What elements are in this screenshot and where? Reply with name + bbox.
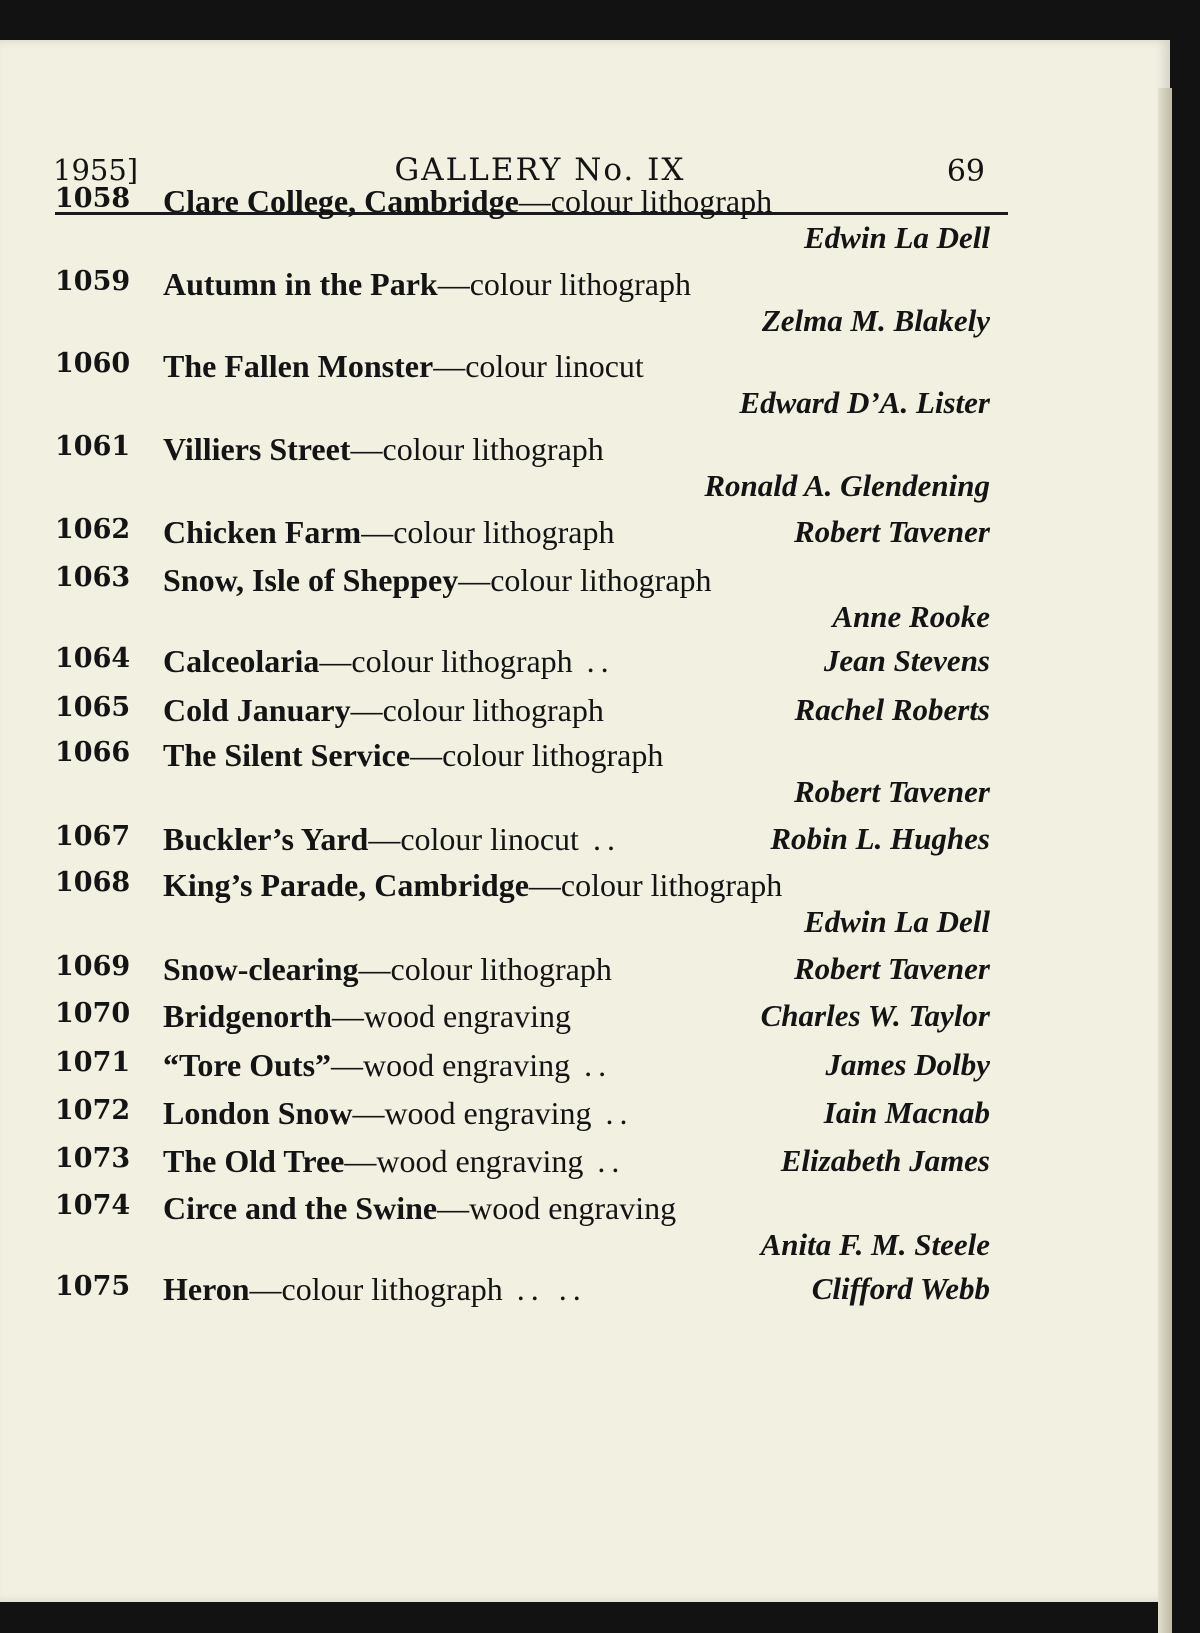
entry-number: 1058 <box>55 183 131 214</box>
entry-number: 1060 <box>55 348 131 379</box>
entry-artist: Edward D’A. Lister <box>739 385 990 420</box>
entry-medium: —colour lithograph <box>319 643 573 679</box>
entry-title: Bridgenorth <box>163 998 332 1034</box>
entry-medium: —colour lithograph <box>458 562 712 598</box>
entry-title-line <box>163 183 772 220</box>
entry-title-line <box>163 998 571 1035</box>
entry-title: The Old Tree <box>163 1143 345 1179</box>
entry-artist: Iain Macnab <box>823 1095 990 1130</box>
catalogue-entry <box>0 1143 1170 1191</box>
catalogue-entry <box>0 514 1170 562</box>
entry-artist: Ronald A. Glendening <box>704 468 990 503</box>
entry-artist: Robert Tavener <box>793 951 990 986</box>
entry-artist: Jean Stevens <box>823 643 990 678</box>
entry-number: 1070 <box>55 998 131 1029</box>
entry-title-line <box>163 867 782 904</box>
entry-artist: Charles W. Taylor <box>760 998 990 1033</box>
leader-dots: .. <box>584 1047 613 1083</box>
entry-title: Autumn in the Park <box>163 266 438 302</box>
entry-title: Calceolaria <box>163 643 320 679</box>
catalogue-entry <box>0 692 1170 740</box>
leader-dots: .. <box>597 1143 626 1179</box>
entry-artist: Robert Tavener <box>793 514 990 549</box>
entry-number: 1062 <box>55 514 131 545</box>
entry-title: Buckler’s Yard <box>163 821 369 857</box>
leader-dots: .. <box>586 643 615 679</box>
entry-title-line <box>163 951 612 988</box>
entry-number: 1066 <box>55 737 131 768</box>
entry-number: 1072 <box>55 1095 131 1126</box>
entry-title-line <box>163 737 663 774</box>
entry-medium: —colour lithograph <box>528 867 783 903</box>
entry-artist: Edwin La Dell <box>803 904 990 939</box>
header-title: GALLERY No. IX <box>394 152 686 188</box>
entry-title: Chicken Farm <box>163 514 362 550</box>
catalogue-entry <box>0 1095 1170 1143</box>
entry-title-line <box>163 431 604 468</box>
entry-title-line <box>163 821 621 858</box>
entry-artist: Anne Rooke <box>832 599 990 634</box>
catalogue-entry <box>0 348 1170 430</box>
entry-medium: —colour lithograph <box>361 514 615 550</box>
catalogue-entry <box>0 821 1170 869</box>
entry-number: 1067 <box>55 821 131 852</box>
entry-number: 1068 <box>55 867 131 898</box>
entry-artist: Zelma M. Blakely <box>761 303 990 338</box>
catalogue-page <box>0 40 1170 1602</box>
entry-medium: —wood engraving <box>352 1095 592 1131</box>
leader-dots: .. .. <box>516 1271 587 1307</box>
entry-title-line <box>163 1095 634 1132</box>
entry-title: Cold January <box>163 692 351 728</box>
entry-title: Snow, Isle of Sheppey <box>163 562 459 598</box>
catalogue-entry <box>0 183 1170 265</box>
entry-title-line <box>163 1190 676 1227</box>
entry-medium: —colour lithograph <box>350 431 604 467</box>
entry-artist: Robin L. Hughes <box>770 821 990 856</box>
entry-title: Heron <box>163 1271 250 1307</box>
catalogue-entry <box>0 737 1170 819</box>
entry-medium: —wood engraving <box>437 1190 677 1226</box>
entry-medium: —colour lithograph <box>410 737 664 773</box>
entry-number: 1061 <box>55 431 131 462</box>
leader-dots: .. <box>605 1095 634 1131</box>
entry-number: 1069 <box>55 951 131 982</box>
entry-number: 1071 <box>55 1047 131 1078</box>
entry-title: King’s Parade, Cambridge <box>163 867 529 903</box>
header-year: 1955] <box>53 153 139 187</box>
entry-medium: —colour lithograph <box>518 183 773 219</box>
catalogue-entry <box>0 951 1170 999</box>
entry-title-line <box>163 562 711 599</box>
entry-title-line <box>163 514 614 551</box>
entry-medium: —colour linocut <box>433 348 644 384</box>
entry-title: Villiers Street <box>163 431 351 467</box>
entry-medium: —colour lithograph <box>249 1271 503 1307</box>
catalogue-entry <box>0 1047 1170 1095</box>
entry-title: Snow-clearing <box>163 951 359 987</box>
catalogue-entry <box>0 998 1170 1046</box>
entry-number: 1075 <box>55 1271 131 1302</box>
entry-medium: —wood engraving <box>331 1047 571 1083</box>
entry-title: “Tore Outs” <box>163 1047 332 1083</box>
entry-artist: Clifford Webb <box>811 1271 990 1306</box>
entry-title: London Snow <box>163 1095 353 1131</box>
entry-title: Clare College, Cambridge <box>163 183 519 219</box>
entry-medium: —colour lithograph <box>350 692 604 728</box>
entry-number: 1073 <box>55 1143 131 1174</box>
entry-title: The Silent Service <box>163 737 411 773</box>
entry-medium: —colour lithograph <box>437 266 691 302</box>
catalogue-entry <box>0 867 1170 949</box>
entry-title-line <box>163 266 691 303</box>
entry-title-line <box>163 348 644 385</box>
entry-medium: —wood engraving <box>331 998 571 1034</box>
catalogue-entry <box>0 643 1170 691</box>
catalogue-entry <box>0 266 1170 348</box>
catalogue-entry <box>0 1271 1170 1319</box>
entry-number: 1074 <box>55 1190 131 1221</box>
entry-medium: —colour linocut <box>368 821 579 857</box>
entry-artist: Elizabeth James <box>780 1143 990 1178</box>
entry-medium: —colour lithograph <box>358 951 612 987</box>
entry-artist: Rachel Roberts <box>794 692 990 727</box>
catalogue-entry <box>0 1190 1170 1272</box>
entry-title: Circe and the Swine <box>163 1190 438 1226</box>
entry-title-line <box>163 643 615 680</box>
entry-artist: James Dolby <box>825 1047 990 1082</box>
catalogue-entry <box>0 431 1170 513</box>
catalogue-entry <box>0 562 1170 644</box>
entry-title-line <box>163 1143 625 1180</box>
entry-artist: Robert Tavener <box>793 774 990 809</box>
entry-title-line <box>163 1271 587 1308</box>
page-number: 69 <box>946 154 985 189</box>
entry-title-line <box>163 692 604 729</box>
entry-artist: Anita F. M. Steele <box>760 1227 990 1262</box>
entry-title-line <box>163 1047 612 1084</box>
entry-number: 1063 <box>55 562 131 593</box>
entry-artist: Edwin La Dell <box>803 220 990 255</box>
leader-dots: .. <box>592 821 621 857</box>
entry-medium: —wood engraving <box>344 1143 584 1179</box>
entry-title: The Fallen Monster <box>163 348 434 384</box>
entry-number: 1064 <box>55 643 131 674</box>
entry-number: 1059 <box>55 266 131 297</box>
entry-number: 1065 <box>55 692 131 723</box>
